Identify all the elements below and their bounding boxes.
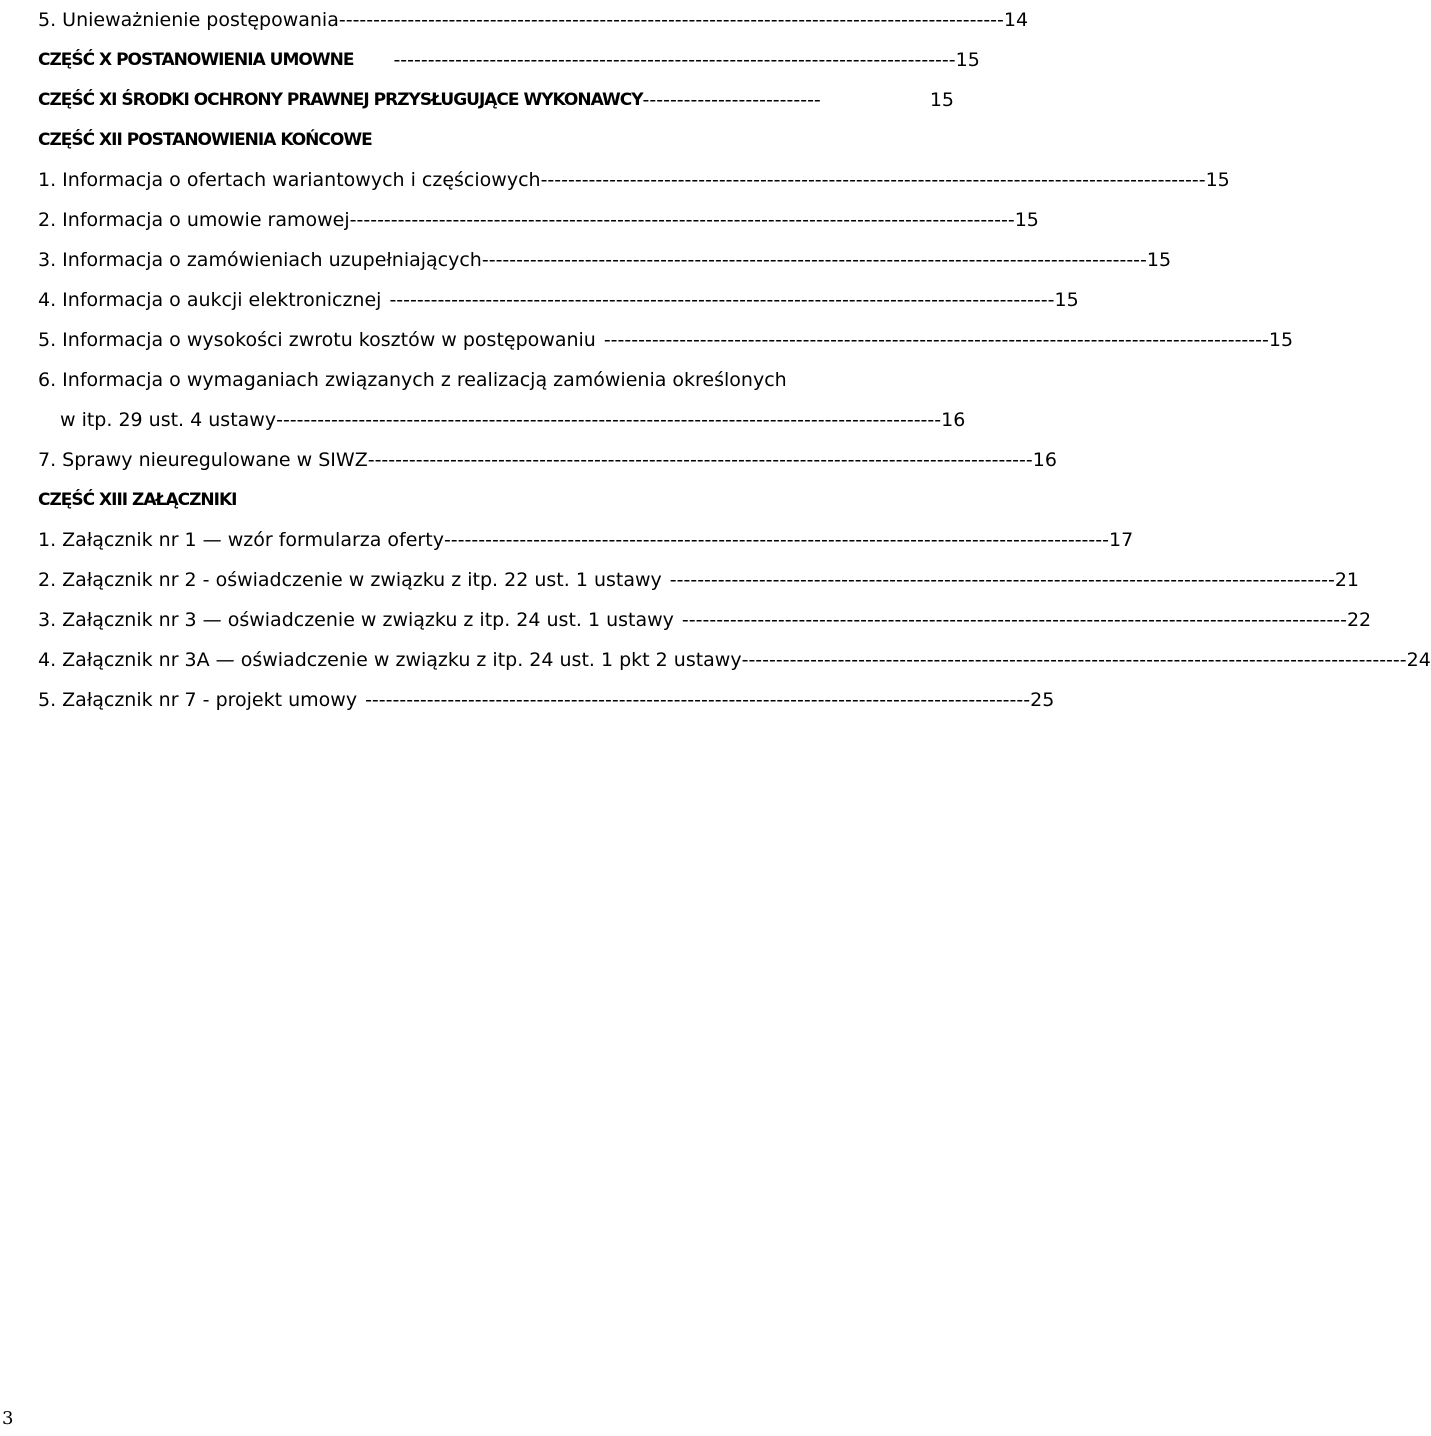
toc-entry-page: 22: [1346, 609, 1372, 631]
toc-entry: [38, 680, 1055, 720]
toc-heading: [38, 480, 954, 520]
toc-leader: ----------------------------------------------------------------------------------: [393, 49, 956, 71]
toc-entry-page: 21: [1334, 569, 1359, 591]
toc-entry-page: 16: [1032, 449, 1057, 471]
toc-leader: -------------------------------------------------------------------------------------------------: [367, 449, 1033, 471]
toc-leader: -------------------------------------------------------------------------------------------------: [741, 649, 1407, 671]
toc-entry-continuation: [38, 400, 966, 440]
toc-entry-title: 1. Informacja o ofertach wariantowych i częściowych: [38, 169, 541, 191]
toc-entry: [38, 640, 1431, 680]
toc-heading: [38, 120, 954, 160]
toc-leader: -------------------------------------------------------------------------------------------------: [443, 529, 1109, 551]
toc-entry: [38, 520, 1134, 560]
toc-entry-title: CZĘŚĆ XIII ZAŁĄCZNIKI: [38, 490, 237, 510]
toc-entry-title: w itp. 29 ust. 4 ustawy: [60, 409, 277, 431]
toc-leader: -------------------------------------------------------------------------------------------------: [338, 9, 1004, 31]
toc-entry-page: 25: [1030, 689, 1055, 711]
toc-entry: [38, 320, 1294, 360]
toc-entry-page: 15: [1014, 209, 1039, 231]
toc-heading: [38, 40, 980, 80]
toc-entry-title: 2. Załącznik nr 2 - oświadczenie w związku z itp. 22 ust. 1 ustawy: [38, 569, 662, 591]
toc-entry-page: 14: [1003, 9, 1029, 31]
toc-entry: [38, 560, 1359, 600]
toc-entry-title: CZĘŚĆ XII POSTANOWIENIA KOŃCOWE: [38, 130, 372, 150]
toc-entry-page: 17: [1108, 529, 1134, 551]
toc-entry-title: 3. Załącznik nr 3 — oświadczenie w związku z itp. 24 ust. 1 ustawy: [38, 609, 674, 631]
toc-entry-title: 4. Informacja o aukcji elektronicznej: [38, 289, 382, 311]
toc-entry-title: 7. Sprawy nieuregulowane w SIWZ: [38, 449, 368, 471]
toc-entry-title: CZĘŚĆ XI ŚRODKI OCHRONY PRAWNEJ PRZYSŁUGUJĄCE WYKONAWCY: [38, 90, 643, 110]
toc-entry: [38, 360, 954, 400]
toc-entry: [38, 160, 1230, 200]
toc-entry: [38, 240, 1172, 280]
toc-entry-title: 4. Załącznik nr 3A — oświadczenie w związku z itp. 24 ust. 1 pkt 2 ustawy: [38, 649, 742, 671]
toc-leader: -------------------------------------------------------------------------------------------------: [481, 249, 1147, 271]
toc-leader: -------------------------------------------------------------------------------------------------: [540, 169, 1206, 191]
toc-entry-page: 15: [1268, 329, 1294, 351]
toc-entry-page: 15: [1205, 169, 1230, 191]
toc-entry-title: 5. Unieważnienie postępowania: [38, 9, 339, 31]
toc-entry: [38, 440, 1057, 480]
toc-entry-title: 5. Załącznik nr 7 - projekt umowy: [38, 689, 358, 711]
toc-entry-page: 15: [929, 89, 954, 111]
toc-entry-title: CZĘŚĆ X POSTANOWIENIA UMOWNE: [38, 50, 354, 70]
toc-entry-page: 15: [1146, 249, 1172, 271]
toc-entry: [38, 0, 1029, 40]
toc-heading: [38, 80, 954, 120]
toc-leader: -------------------------------------------------------------------------------------------------: [603, 329, 1269, 351]
toc-entry-page: 16: [941, 409, 966, 431]
toc-leader: -------------------------------------------------------------------------------------------------: [349, 209, 1015, 231]
toc-leader: -------------------------------------------------------------------------------------------------: [389, 289, 1055, 311]
toc-leader: --------------------------: [642, 89, 821, 111]
toc-entry: [38, 600, 1372, 640]
toc-entry-title: 2. Informacja o umowie ramowej: [38, 209, 350, 231]
toc-entry-title: 1. Załącznik nr 1 — wzór formularza oferty: [38, 529, 444, 551]
toc-entry-title: 6. Informacja o wymaganiach związanych z realizacją zamówienia określonych: [38, 369, 787, 391]
toc-entry-title: 3. Informacja o zamówieniach uzupełniających: [38, 249, 482, 271]
toc-entry: [38, 280, 1079, 320]
footer-page-number: 3: [2, 1408, 14, 1429]
toc-entry-page: 15: [1054, 289, 1079, 311]
toc-leader: -------------------------------------------------------------------------------------------------: [681, 609, 1347, 631]
toc-entry-title: 5. Informacja o wysokości zwrotu kosztów w postępowaniu: [38, 329, 596, 351]
toc-entry-page: 24: [1406, 649, 1431, 671]
toc-leader: -------------------------------------------------------------------------------------------------: [669, 569, 1335, 591]
toc-leader: -------------------------------------------------------------------------------------------------: [365, 689, 1031, 711]
toc-entry-page: 15: [955, 49, 980, 71]
toc-entry: [38, 200, 1039, 240]
table-of-contents: [38, 0, 1431, 720]
toc-leader: -------------------------------------------------------------------------------------------------: [276, 409, 942, 431]
